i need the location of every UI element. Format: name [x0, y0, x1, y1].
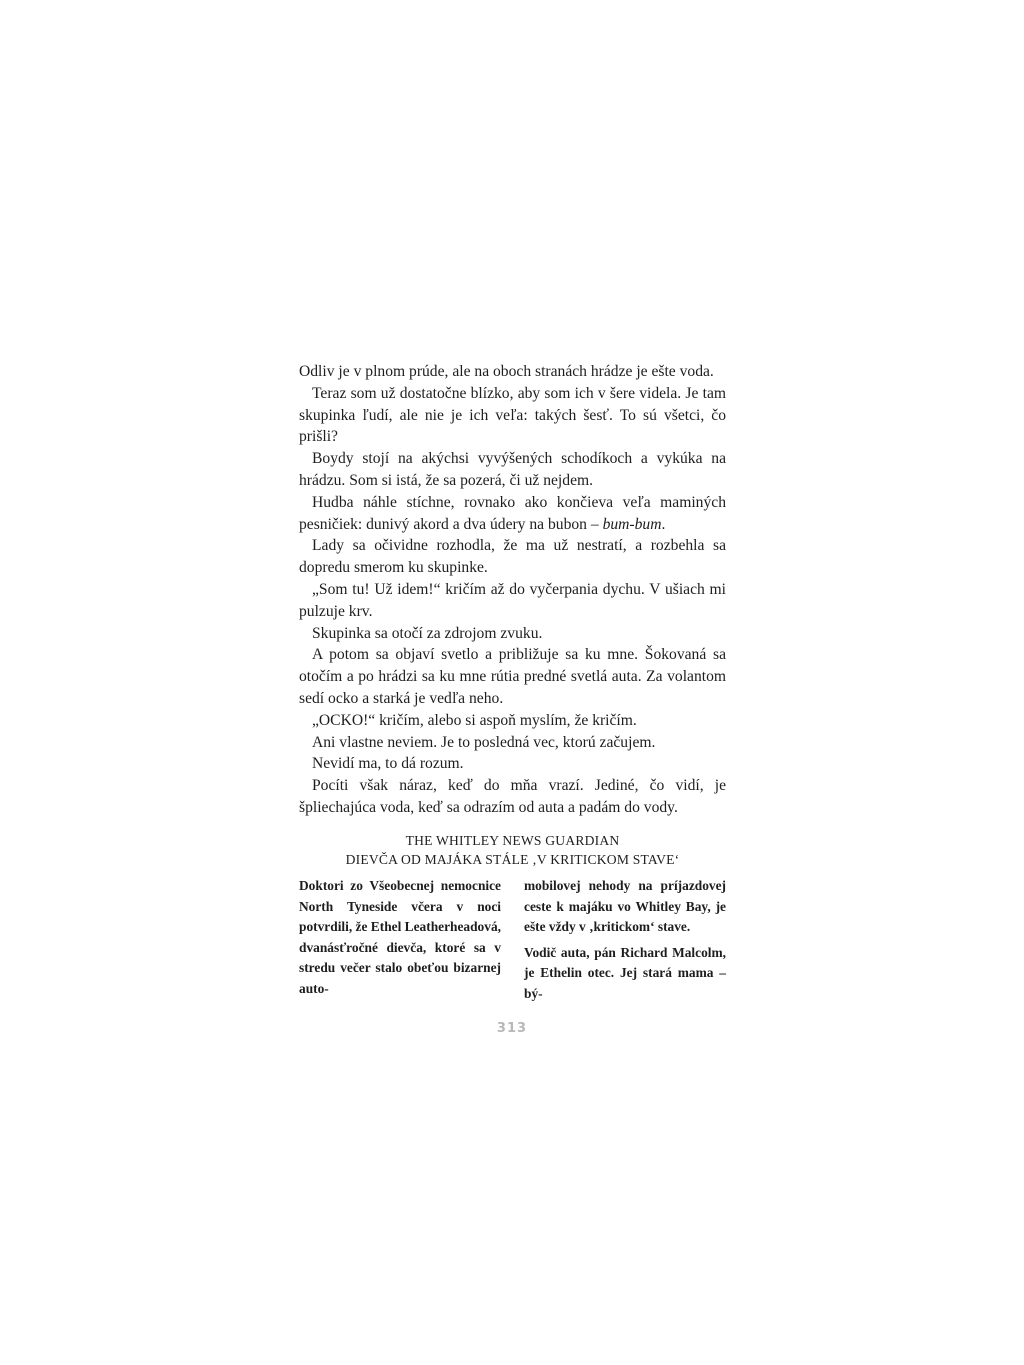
- paragraph: „OCKO!“ kričím, alebo si aspoň myslím, že kričím.: [312, 711, 637, 729]
- paragraph: Pocíti však náraz, keď do mňa vrazí. Jediné, čo vidí, je špliechajúca voda, keď sa odrazím od auta a padám do vody.: [299, 777, 726, 816]
- paragraph: Lady sa očividne rozhodla, že ma už nestratí, a rozbehla sa dopredu smerom ku skupinke.: [299, 537, 726, 577]
- article-text-continued: mobilovej nehody na príjazdovej ceste k majáku vo Whitley Bay, je ešte vždy v ‚kritickom‘ stave.: [524, 878, 726, 934]
- newspaper-name: THE WHITLEY NEWS GUARDIAN: [405, 833, 620, 848]
- paragraph: A potom sa objaví svetlo a približuje sa ku mne. Šokovaná sa otočím a po hrádzi sa ku mne rútia predné svetlá auta. Za volantom sedí ocko a starká je vedľa neho.: [299, 646, 726, 707]
- paragraph: Odliv je v plnom prúde, ale na oboch stranách hrádze je ešte voda.: [299, 363, 714, 380]
- page-number: 313: [496, 1021, 528, 1036]
- paragraph: Nevidí ma, to dá rozum.: [312, 755, 464, 773]
- paragraph: Skupinka sa otočí za zdrojom zvuku.: [312, 624, 543, 642]
- paragraph: „Som tu! Už idem!“ kričím až do vyčerpania dychu. V ušiach mi pulzuje krv.: [299, 580, 726, 620]
- paragraph-text: Hudba náhle stíchne, rovnako ako končieva veľa maminých pesničiek: dunivý akord a dva údery na bubon –: [299, 493, 726, 533]
- paragraph: [299, 492, 726, 536]
- article-columns: [299, 876, 726, 1004]
- article-heading: [299, 831, 726, 869]
- paragraph: Boydy stojí na akýchsi vyvýšených schodíkoch a vykúka na hrádzu. Som si istá, že sa pozerá, či už nejdem.: [299, 450, 726, 489]
- article-text: Doktori zo Všeobecnej nemocnice North Tyneside včera v noci potvrdili, že Ethel Leatherheadová, dvanásťročné dievča, ktoré sa v stredu večer stalo obeťou bizarnej auto-: [299, 878, 501, 996]
- article-column-right: [524, 876, 726, 1004]
- paragraph: Teraz som už dostatočne blízko, aby som ich v šere videla. Je tam skupinka ľudí, ale nie je ich veľa: takých šesť. To sú všetci, čo prišli?: [299, 384, 726, 446]
- paragraph: Ani vlastne neviem. Je to posledná vec, ktorú začujem.: [312, 733, 656, 751]
- italic-sound: bum-bum: [602, 515, 662, 533]
- article-column-left: [299, 876, 501, 1004]
- article-text: Vodič auta, pán Richard Malcolm, je Ethelin otec. Jej stará mama – bý-: [524, 944, 726, 1001]
- paragraph-end: .: [661, 515, 666, 533]
- article-headline: DIEVČA OD MAJÁKA STÁLE ‚V KRITICKOM STAVE‘: [345, 852, 680, 867]
- body-text: [299, 361, 726, 819]
